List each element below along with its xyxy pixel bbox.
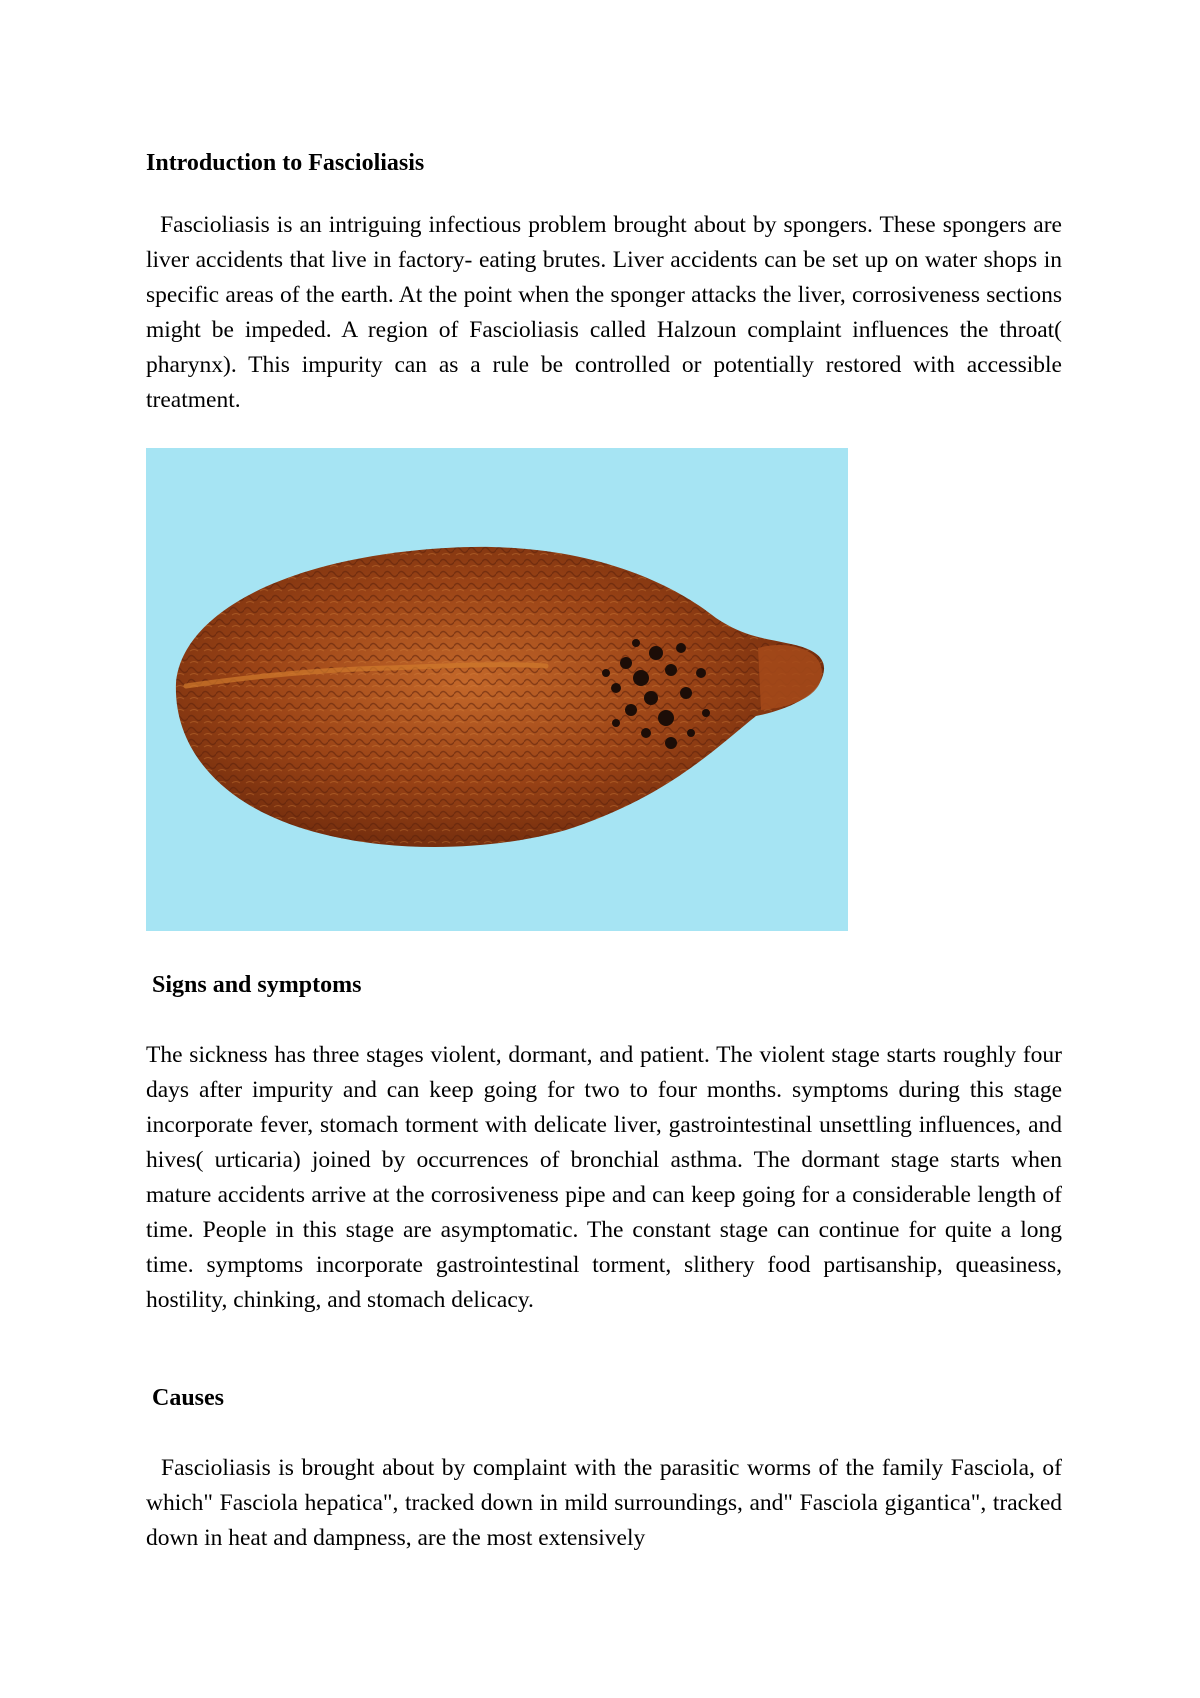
intro-paragraph: Fascioliasis is an intriguing infectious problem brought about by spongers. These spongers are liver accidents that live in factory- eating brutes. Liver accidents can be set up on water shops in specific areas of the earth. At the point when the sponger attacks the liver, corrosiveness sections might be impeded. A region of Fascioliasis called Halzoun complaint influences the throat( pharynx). This impurity can as a rule be controlled or potentially restored with accessible treatment. [146,212,1062,413]
causes-heading: Causes [152,1385,225,1411]
causes-paragraph: Fascioliasis is brought about by complaint with the parasitic worms of the family Fasciola, of which" Fasciola hepatica", tracked down in mild surroundings, and" Fasciola gigantica", tracked down in heat and dampness, are the most extensively [146,1455,1062,1551]
signs-heading: Signs and symptoms [152,972,362,998]
liver-fluke-photo [146,448,848,931]
liver-fluke-illustration [146,448,848,931]
signs-paragraph: The sickness has three stages violent, dormant, and patient. The violent stage starts roughly four days after impurity and can keep going for two to four months. symptoms during this stage incorporate fever, stomach torment with delicate liver, gastrointestinal unsettling influences, and hives( urticaria) joined by occurrences of bronchial asthma. The dormant stage starts when mature accidents arrive at the corrosiveness pipe and can keep going for a considerable length of time. People in this stage are asymptomatic. The constant stage can continue for quite a long time. symptoms incorporate gastrointestinal torment, slithery food partisanship, queasiness, hostility, chinking, and stomach delicacy. [146,1042,1062,1313]
intro-heading: Introduction to Fascioliasis [146,150,425,176]
